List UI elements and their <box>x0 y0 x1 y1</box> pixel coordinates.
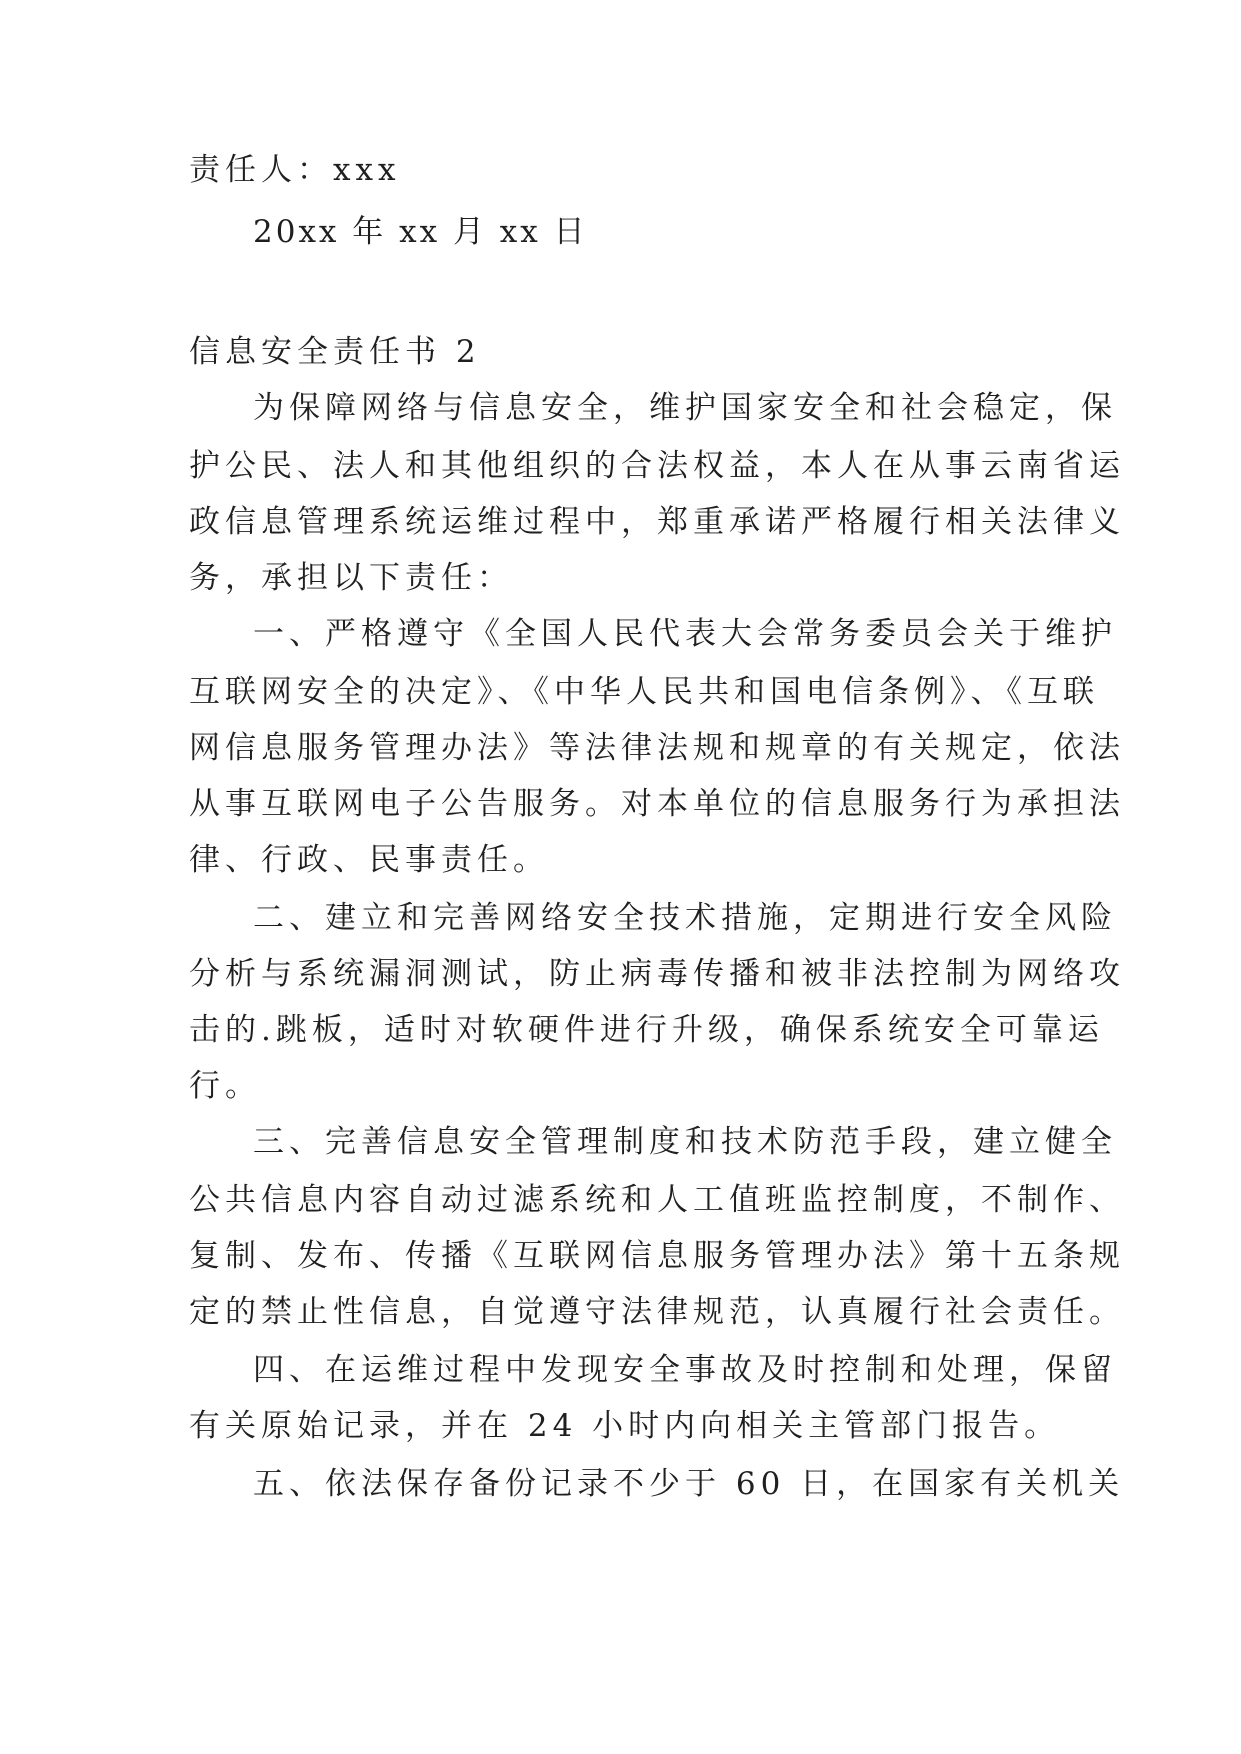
paragraph-line: 一、严格遵守《全国人民代表大会常务委员会关于维护 <box>253 616 1117 652</box>
paragraph-line: 分析与系统漏洞测试，防止病毒传播和被非法控制为网络攻 <box>189 956 1125 992</box>
paragraph-line: 公共信息内容自动过滤系统和人工值班监控制度，不制作、 <box>189 1182 1125 1218</box>
paragraph-line: 行。 <box>189 1068 261 1104</box>
paragraph-line: 为保障网络与信息安全，维护国家安全和社会稳定，保 <box>253 390 1117 426</box>
paragraph-line: 二、建立和完善网络安全技术措施，定期进行安全风险 <box>253 900 1117 936</box>
paragraph-line: 护公民、法人和其他组织的合法权益，本人在从事云南省运 <box>189 448 1125 484</box>
paragraph-line: 三、完善信息安全管理制度和技术防范手段，建立健全 <box>253 1124 1117 1160</box>
paragraph-line: 务，承担以下责任： <box>189 560 513 596</box>
paragraph-line: 互联网安全的决定》、《中华人民共和国电信条例》、《互联 <box>189 674 1099 710</box>
paragraph-line: 击的.跳板，适时对软硬件进行升级，确保系统安全可靠运 <box>189 1012 1104 1048</box>
paragraph-line: 四、在运维过程中发现安全事故及时控制和处理，保留 <box>253 1352 1117 1388</box>
paragraph-line: 复制、发布、传播《互联网信息服务管理办法》第十五条规 <box>189 1238 1125 1274</box>
section-title: 信息安全责任书 2 <box>189 334 481 370</box>
signature-date: 20xx 年 xx 月 xx 日 <box>253 214 588 250</box>
paragraph-line: 从事互联网电子公告服务。对本单位的信息服务行为承担法 <box>189 786 1125 822</box>
signature-label: 责任人：xxx <box>189 152 401 188</box>
paragraph-line: 政信息管理系统运维过程中，郑重承诺严格履行相关法律义 <box>189 504 1125 540</box>
paragraph-line: 五、依法保存备份记录不少于 60 日，在国家有关机关 <box>253 1466 1125 1502</box>
paragraph-line: 有关原始记录，并在 24 小时内向相关主管部门报告。 <box>189 1408 1061 1444</box>
paragraph-line: 定的禁止性信息，自觉遵守法律规范，认真履行社会责任。 <box>189 1294 1125 1330</box>
paragraph-line: 网信息服务管理办法》等法律法规和规章的有关规定，依法 <box>189 730 1125 766</box>
paragraph-line: 律、行政、民事责任。 <box>189 842 549 878</box>
